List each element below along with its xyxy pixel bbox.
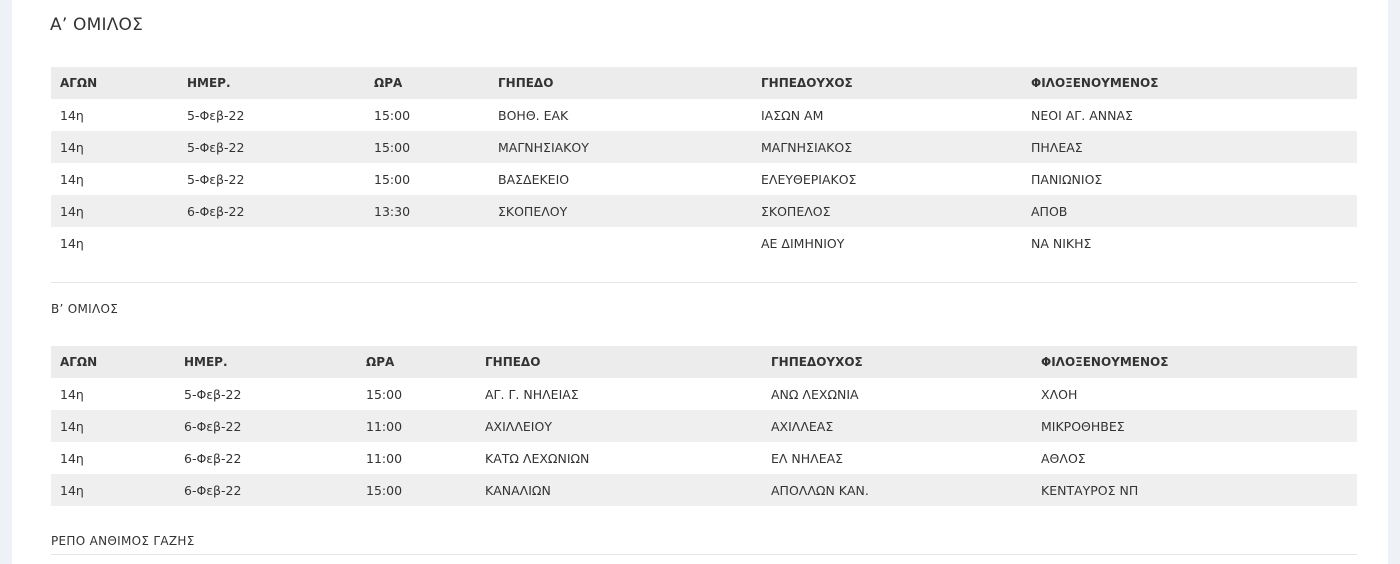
cell-match: 14η [51,163,178,195]
header-date: ΗΜΕΡ. [175,346,357,378]
table-row [51,195,1357,227]
table-row [51,163,1357,195]
cell-match: 14η [51,378,175,410]
cell-venue [489,227,752,259]
cell-time: 11:00 [357,410,476,442]
cell-venue: ΚΑΤΩ ΛΕΧΩΝΙΩΝ [476,442,762,474]
cell-date: 5-Φεβ-22 [178,99,365,131]
cell-away-team: ΝΕΟΙ ΑΓ. ΑΝΝΑΣ [1022,99,1357,131]
cell-venue: ΒΟΗΘ. ΕΑΚ [489,99,752,131]
header-date: ΗΜΕΡ. [178,67,365,99]
cell-home-team: ΑΕ ΔΙΜΗΝΙΟΥ [752,227,1022,259]
cell-home-team: ΑΧΙΛΛΕΑΣ [762,410,1032,442]
table-row [51,378,1357,410]
cell-match: 14η [51,227,178,259]
table-row [51,99,1357,131]
header-away-team: ΦΙΛΟΞΕΝΟΥΜΕΝΟΣ [1032,346,1357,378]
header-venue: ΓΗΠΕΔΟ [489,67,752,99]
cell-venue: ΜΑΓΝΗΣΙΑΚΟΥ [489,131,752,163]
cell-away-team: ΠΗΛΕΑΣ [1022,131,1357,163]
group-a-title: Α’ ΟΜΙΛΟΣ [50,15,144,35]
cell-venue: ΣΚΟΠΕΛΟΥ [489,195,752,227]
cell-home-team: ΕΛΕΥΘΕΡΙΑΚΟΣ [752,163,1022,195]
footer-note: ΡΕΠΟ ΑΝΘΙΜΟΣ ΓΑΖΗΣ [51,534,195,548]
cell-away-team: ΜΙΚΡΟΘΗΒΕΣ [1032,410,1357,442]
group-b-table [51,346,1357,506]
cell-time: 15:00 [365,163,489,195]
cell-date: 6-Φεβ-22 [175,410,357,442]
cell-time: 15:00 [365,131,489,163]
section-divider [51,282,1357,283]
cell-away-team: ΑΘΛΟΣ [1032,442,1357,474]
header-away-team: ΦΙΛΟΞΕΝΟΥΜΕΝΟΣ [1022,67,1357,99]
cell-venue: ΚΑΝΑΛΙΩΝ [476,474,762,506]
cell-home-team: ΙΑΣΩΝ ΑΜ [752,99,1022,131]
cell-date: 6-Φεβ-22 [175,442,357,474]
cell-date: 5-Φεβ-22 [175,378,357,410]
cell-match: 14η [51,474,175,506]
group-b-title: Β’ ΟΜΙΛΟΣ [51,302,119,316]
cell-time: 13:30 [365,195,489,227]
section-divider [51,554,1357,555]
table-row [51,131,1357,163]
table-row [51,227,1357,259]
cell-away-team: ΚΕΝΤΑΥΡΟΣ ΝΠ [1032,474,1357,506]
header-match: ΑΓΩΝ [51,67,178,99]
cell-match: 14η [51,131,178,163]
header-match: ΑΓΩΝ [51,346,175,378]
table-header-row [51,346,1357,378]
cell-time: 15:00 [365,99,489,131]
cell-venue: ΒΑΣΔΕΚΕΙΟ [489,163,752,195]
cell-away-team: ΑΠΟΒ [1022,195,1357,227]
cell-away-team: ΧΛΟΗ [1032,378,1357,410]
cell-home-team: ΣΚΟΠΕΛΟΣ [752,195,1022,227]
group-a-table [51,67,1357,259]
cell-date: 5-Φεβ-22 [178,131,365,163]
cell-venue: ΑΓ. Γ. ΝΗΛΕΙΑΣ [476,378,762,410]
cell-home-team: ΑΠΟΛΛΩΝ ΚΑΝ. [762,474,1032,506]
header-venue: ΓΗΠΕΔΟ [476,346,762,378]
cell-away-team: ΝΑ ΝΙΚΗΣ [1022,227,1357,259]
cell-time: 15:00 [357,474,476,506]
table-row [51,410,1357,442]
cell-time: 15:00 [357,378,476,410]
cell-away-team: ΠΑΝΙΩΝΙΟΣ [1022,163,1357,195]
cell-home-team: ΜΑΓΝΗΣΙΑΚΟΣ [752,131,1022,163]
table-row [51,474,1357,506]
cell-date: 6-Φεβ-22 [178,195,365,227]
header-time: ΩΡΑ [357,346,476,378]
cell-date: 6-Φεβ-22 [175,474,357,506]
page-content [12,0,1388,564]
cell-time: 11:00 [357,442,476,474]
header-home-team: ΓΗΠΕΔΟΥΧΟΣ [752,67,1022,99]
cell-time [365,227,489,259]
header-time: ΩΡΑ [365,67,489,99]
cell-match: 14η [51,195,178,227]
header-home-team: ΓΗΠΕΔΟΥΧΟΣ [762,346,1032,378]
cell-home-team: ΑΝΩ ΛΕΧΩΝΙΑ [762,378,1032,410]
cell-date [178,227,365,259]
table-row [51,442,1357,474]
cell-match: 14η [51,99,178,131]
cell-date: 5-Φεβ-22 [178,163,365,195]
table-header-row [51,67,1357,99]
cell-home-team: ΕΛ ΝΗΛΕΑΣ [762,442,1032,474]
cell-match: 14η [51,410,175,442]
cell-venue: ΑΧΙΛΛΕΙΟΥ [476,410,762,442]
cell-match: 14η [51,442,175,474]
